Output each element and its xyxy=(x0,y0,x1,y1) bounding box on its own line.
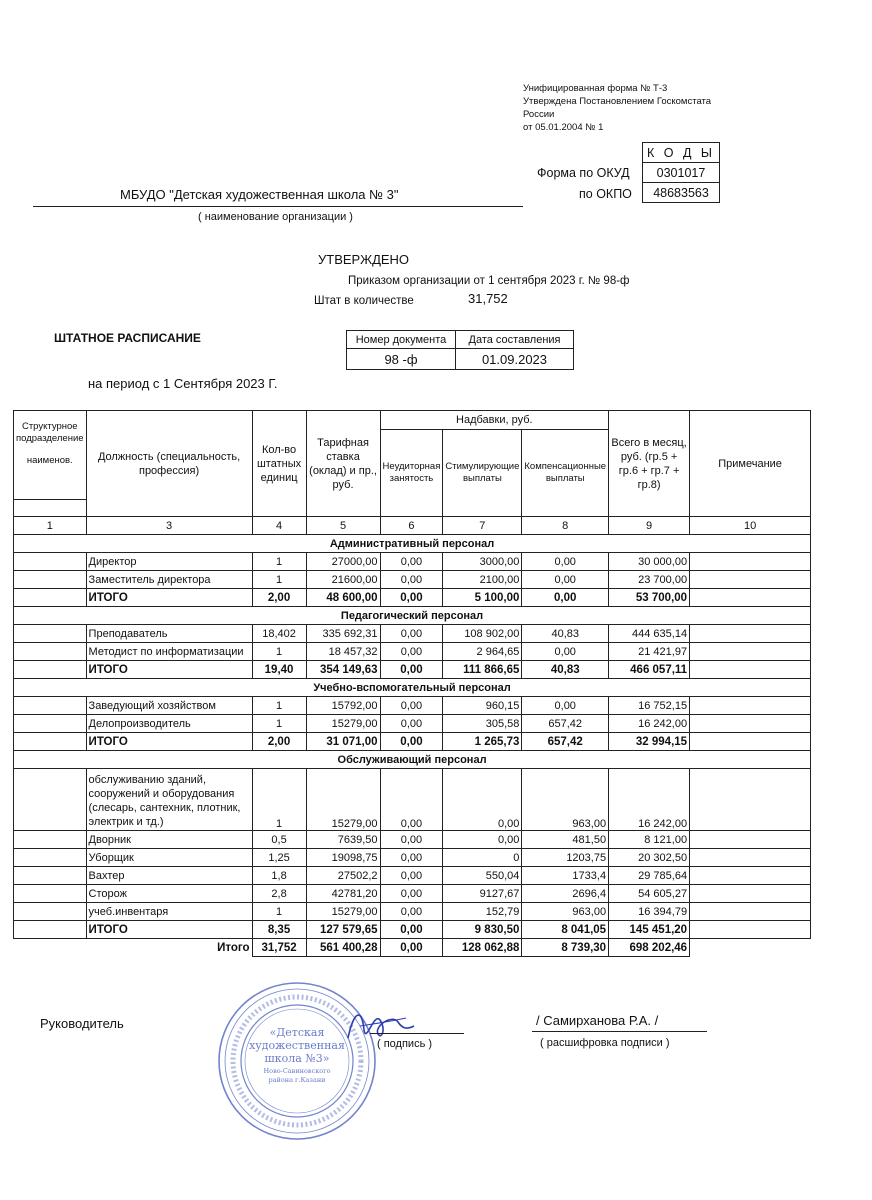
grand-total-incentive: 128 062,88 xyxy=(443,939,522,957)
row-comp: 963,00 xyxy=(522,769,609,831)
row-units: 1 xyxy=(252,571,306,589)
doc-number-label: Номер документа xyxy=(347,331,456,349)
doc-date-value: 01.09.2023 xyxy=(456,349,574,370)
row-units: 1 xyxy=(252,715,306,733)
row-note xyxy=(690,643,811,661)
subtotal-label: ИТОГО xyxy=(86,589,252,607)
okpo-label: по ОКПО xyxy=(579,187,632,201)
row-incentive: 0,00 xyxy=(443,831,522,849)
row-position: Вахтер xyxy=(86,867,252,885)
row-comp: 963,00 xyxy=(522,903,609,921)
doc-number-value: 98 -ф xyxy=(347,349,456,370)
subtotal-comp: 657,42 xyxy=(522,733,609,751)
row-position: Сторож xyxy=(86,885,252,903)
table-row xyxy=(14,867,811,885)
header-struct xyxy=(14,411,87,500)
form-header-note xyxy=(523,82,753,134)
row-position: Методист по информатизации xyxy=(86,643,252,661)
row-rate: 15279,00 xyxy=(306,903,380,921)
row-total: 20 302,50 xyxy=(609,849,690,867)
document-title: ШТАТНОЕ РАСПИСАНИЕ xyxy=(54,331,201,345)
row-note xyxy=(690,831,811,849)
staffing-table xyxy=(13,410,811,957)
header-position: Должность (специальность, профессия) xyxy=(86,411,252,517)
row-rate: 27000,00 xyxy=(306,553,380,571)
okud-label: Форма по ОКУД xyxy=(537,166,630,180)
row-comp: 481,50 xyxy=(522,831,609,849)
row-comp: 0,00 xyxy=(522,643,609,661)
row-partial: 0,00 xyxy=(380,903,443,921)
col-num: 1 xyxy=(14,517,87,535)
header-note: Примечание xyxy=(690,411,811,517)
row-note xyxy=(690,885,811,903)
document-number-table xyxy=(346,330,574,370)
row-rate: 42781,20 xyxy=(306,885,380,903)
row-units: 1 xyxy=(252,903,306,921)
table-row xyxy=(14,849,811,867)
section-title: Учебно-вспомогательный персонал xyxy=(14,679,811,697)
header-units: Кол-во штатных единиц xyxy=(252,411,306,517)
row-units: 18,402 xyxy=(252,625,306,643)
header-partial: Неудиторная занятость xyxy=(380,430,443,517)
row-note xyxy=(690,867,811,885)
row-comp: 0,00 xyxy=(522,571,609,589)
header-compensation: Компенсационные выплаты xyxy=(522,430,609,517)
row-rate: 19098,75 xyxy=(306,849,380,867)
row-incentive: 0,00 xyxy=(443,769,522,831)
table-row xyxy=(14,885,811,903)
row-rate: 15279,00 xyxy=(306,715,380,733)
row-total: 444 635,14 xyxy=(609,625,690,643)
subtotal-incentive: 9 830,50 xyxy=(443,921,522,939)
row-units: 1 xyxy=(252,697,306,715)
signature-line xyxy=(370,1033,464,1034)
subtotal-total: 32 994,15 xyxy=(609,733,690,751)
col-num: 4 xyxy=(252,517,306,535)
row-position: Делопроизводитель xyxy=(86,715,252,733)
col-num: 10 xyxy=(690,517,811,535)
row-partial: 0,00 xyxy=(380,625,443,643)
subtotal-comp: 40,83 xyxy=(522,661,609,679)
header-total: Всего в месяц, руб. (гр.5 + гр.6 + гр.7 + гр.8) xyxy=(609,411,690,517)
row-total: 16 242,00 xyxy=(609,769,690,831)
row-units: 1 xyxy=(252,643,306,661)
organization-caption: ( наименование организации ) xyxy=(198,211,353,223)
codes-table xyxy=(642,142,720,203)
stamp-line: «Детская xyxy=(269,1026,325,1039)
subtotal-partial: 0,00 xyxy=(380,921,443,939)
staff-count-value: 31,752 xyxy=(468,291,508,306)
row-position: Дворник xyxy=(86,831,252,849)
row-comp: 40,83 xyxy=(522,625,609,643)
subtotal-rate: 354 149,63 xyxy=(306,661,380,679)
row-rate: 21600,00 xyxy=(306,571,380,589)
subtotal-rate: 127 579,65 xyxy=(306,921,380,939)
stamp-line: художественная xyxy=(249,1039,345,1052)
row-units: 2,8 xyxy=(252,885,306,903)
codes-title: К О Д Ы xyxy=(643,143,720,163)
row-total: 23 700,00 xyxy=(609,571,690,589)
row-position: Преподаватель xyxy=(86,625,252,643)
row-position: учеб.инвентаря xyxy=(86,903,252,921)
row-rate: 27502,2 xyxy=(306,867,380,885)
row-total: 54 605,27 xyxy=(609,885,690,903)
subtotal-row xyxy=(14,661,811,679)
subtotal-label: ИТОГО xyxy=(86,733,252,751)
row-comp: 2696,4 xyxy=(522,885,609,903)
subtotal-total: 145 451,20 xyxy=(609,921,690,939)
col-num: 7 xyxy=(443,517,522,535)
row-comp: 1203,75 xyxy=(522,849,609,867)
col-num: 5 xyxy=(306,517,380,535)
subtotal-partial: 0,00 xyxy=(380,733,443,751)
table-row xyxy=(14,697,811,715)
row-position: Заместитель директора xyxy=(86,571,252,589)
subtotal-units: 2,00 xyxy=(252,589,306,607)
head-label: Руководитель xyxy=(40,1016,124,1031)
row-note xyxy=(690,697,811,715)
row-partial: 0,00 xyxy=(380,885,443,903)
table-row xyxy=(14,769,811,831)
decode-line xyxy=(532,1031,707,1032)
row-partial: 0,00 xyxy=(380,553,443,571)
table-row xyxy=(14,643,811,661)
row-rate: 7639,50 xyxy=(306,831,380,849)
subtotal-incentive: 111 866,65 xyxy=(443,661,522,679)
row-incentive: 960,15 xyxy=(443,697,522,715)
header-note-line: от 05.01.2004 № 1 xyxy=(523,122,604,133)
decode-caption: ( расшифровка подписи ) xyxy=(540,1037,670,1049)
row-position: Уборщик xyxy=(86,849,252,867)
row-note xyxy=(690,769,811,831)
row-position: Директор xyxy=(86,553,252,571)
row-total: 30 000,00 xyxy=(609,553,690,571)
subtotal-label: ИТОГО xyxy=(86,921,252,939)
col-num: 3 xyxy=(86,517,252,535)
subtotal-row xyxy=(14,921,811,939)
header-struct-spacer xyxy=(14,500,87,517)
row-note xyxy=(690,625,811,643)
header-incentive: Стимулирующие выплаты xyxy=(443,430,522,517)
row-note xyxy=(690,849,811,867)
row-note xyxy=(690,553,811,571)
grand-total-rate: 561 400,28 xyxy=(306,939,380,957)
row-note xyxy=(690,715,811,733)
stamp-line: Ново-Савиновского xyxy=(263,1067,331,1075)
section-title: Педагогический персонал xyxy=(14,607,811,625)
row-incentive: 9127,67 xyxy=(443,885,522,903)
row-partial: 0,00 xyxy=(380,849,443,867)
row-incentive: 305,58 xyxy=(443,715,522,733)
header-note-line: Утверждена Постановлением Госкомстата xyxy=(523,96,712,107)
approval-order: Приказом организации от 1 сентября 2023 г. № 98-ф xyxy=(348,275,630,287)
header-struct-top: Структурное подразделение xyxy=(16,421,84,444)
stamp-line: школа №3» xyxy=(264,1052,330,1065)
table-row xyxy=(14,831,811,849)
stamp-line: района г.Казани xyxy=(268,1076,326,1084)
table-row xyxy=(14,553,811,571)
row-note xyxy=(690,571,811,589)
period-text: на период с 1 Сентября 2023 Г. xyxy=(88,376,278,391)
row-units: 1,8 xyxy=(252,867,306,885)
header-rate: Тарифная ставка (оклад) и пр., руб. xyxy=(306,411,380,517)
subtotal-comp: 8 041,05 xyxy=(522,921,609,939)
row-comp: 0,00 xyxy=(522,553,609,571)
subtotal-rate: 31 071,00 xyxy=(306,733,380,751)
signature-decode: / Самирханова Р.А. / xyxy=(536,1013,659,1028)
row-rate: 335 692,31 xyxy=(306,625,380,643)
row-incentive: 550,04 xyxy=(443,867,522,885)
header-note-line: России xyxy=(523,109,555,120)
row-total: 16 752,15 xyxy=(609,697,690,715)
subtotal-units: 19,40 xyxy=(252,661,306,679)
subtotal-partial: 0,00 xyxy=(380,589,443,607)
row-partial: 0,00 xyxy=(380,769,443,831)
col-num: 6 xyxy=(380,517,443,535)
row-comp: 657,42 xyxy=(522,715,609,733)
table-row xyxy=(14,903,811,921)
doc-date-label: Дата составления xyxy=(456,331,574,349)
row-partial: 0,00 xyxy=(380,571,443,589)
row-incentive: 2 964,65 xyxy=(443,643,522,661)
grand-total-label: Итого xyxy=(14,939,253,957)
subtotal-rate: 48 600,00 xyxy=(306,589,380,607)
row-units: 1,25 xyxy=(252,849,306,867)
staff-count-label: Штат в количестве xyxy=(314,295,414,307)
grand-total-comp: 8 739,30 xyxy=(522,939,609,957)
okpo-value: 48683563 xyxy=(643,183,720,203)
row-partial: 0,00 xyxy=(380,643,443,661)
row-partial: 0,00 xyxy=(380,867,443,885)
row-rate: 15279,00 xyxy=(306,769,380,831)
subtotal-units: 8,35 xyxy=(252,921,306,939)
organization-name: МБУДО "Детская художественная школа № 3" xyxy=(120,187,399,202)
subtotal-total: 53 700,00 xyxy=(609,589,690,607)
row-rate: 15792,00 xyxy=(306,697,380,715)
section-title: Обслуживающий персонал xyxy=(14,751,811,769)
header-struct-bottom: наименов. xyxy=(26,455,73,466)
row-partial: 0,00 xyxy=(380,831,443,849)
row-comp: 0,00 xyxy=(522,697,609,715)
row-note xyxy=(690,903,811,921)
row-rate: 18 457,32 xyxy=(306,643,380,661)
row-partial: 0,00 xyxy=(380,697,443,715)
subtotal-row xyxy=(14,733,811,751)
row-position: обслуживанию зданий, сооружений и оборудования (слесарь, сантехник, плотник, электрик и тд.) xyxy=(86,769,252,831)
row-partial: 0,00 xyxy=(380,715,443,733)
table-row xyxy=(14,625,811,643)
subtotal-comp: 0,00 xyxy=(522,589,609,607)
signature-caption: ( подпись ) xyxy=(377,1038,433,1050)
table-row xyxy=(14,715,811,733)
row-incentive: 0 xyxy=(443,849,522,867)
table-row xyxy=(14,571,811,589)
subtotal-incentive: 1 265,73 xyxy=(443,733,522,751)
grand-total-units: 31,752 xyxy=(252,939,306,957)
grand-total-partial: 0,00 xyxy=(380,939,443,957)
row-incentive: 108 902,00 xyxy=(443,625,522,643)
col-num: 9 xyxy=(609,517,690,535)
header-allowances: Надбавки, руб. xyxy=(380,411,609,430)
col-num: 8 xyxy=(522,517,609,535)
row-total: 16 242,00 xyxy=(609,715,690,733)
row-total: 21 421,97 xyxy=(609,643,690,661)
subtotal-label: ИТОГО xyxy=(86,661,252,679)
grand-total-total: 698 202,46 xyxy=(609,939,690,957)
subtotal-units: 2,00 xyxy=(252,733,306,751)
row-units: 0,5 xyxy=(252,831,306,849)
row-total: 29 785,64 xyxy=(609,867,690,885)
subtotal-partial: 0,00 xyxy=(380,661,443,679)
row-units: 1 xyxy=(252,553,306,571)
subtotal-row xyxy=(14,589,811,607)
row-total: 8 121,00 xyxy=(609,831,690,849)
grand-total-row xyxy=(14,939,811,957)
section-title: Административный персонал xyxy=(14,535,811,553)
row-position: Заведующий хозяйством xyxy=(86,697,252,715)
row-total: 16 394,79 xyxy=(609,903,690,921)
organization-underline xyxy=(33,206,523,207)
grand-total-empty xyxy=(690,939,811,957)
row-comp: 1733,4 xyxy=(522,867,609,885)
approved-title: УТВЕРЖДЕНО xyxy=(318,252,410,267)
subtotal-total: 466 057,11 xyxy=(609,661,690,679)
row-incentive: 3000,00 xyxy=(443,553,522,571)
row-units: 1 xyxy=(252,769,306,831)
row-incentive: 2100,00 xyxy=(443,571,522,589)
header-note-line: Унифицированная форма № Т-3 xyxy=(523,83,668,94)
row-incentive: 152,79 xyxy=(443,903,522,921)
okud-value: 0301017 xyxy=(643,163,720,183)
subtotal-incentive: 5 100,00 xyxy=(443,589,522,607)
